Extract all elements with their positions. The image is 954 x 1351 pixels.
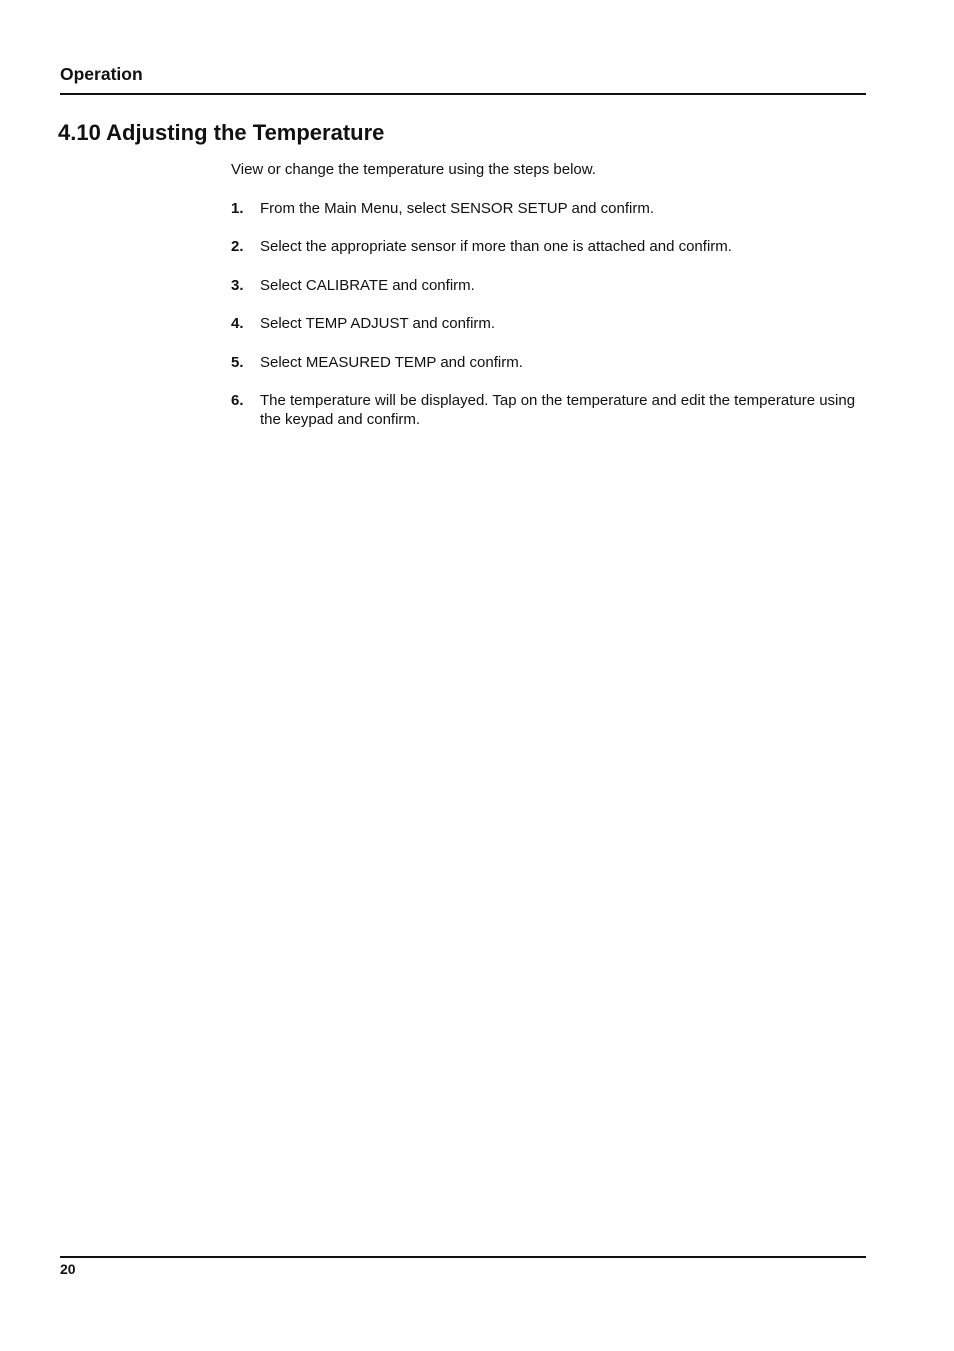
step-item (231, 353, 866, 372)
step-number: 2. (231, 238, 244, 256)
step-item (231, 314, 866, 333)
step-number: 1. (231, 200, 244, 217)
step-item (231, 199, 866, 218)
steps-list (231, 199, 866, 429)
section-title: 4.10 Adjusting the Temperature (58, 120, 385, 145)
step-text: Select MEASURED TEMP and confirm. (260, 353, 523, 371)
section-body (231, 160, 866, 448)
intro-paragraph: View or change the temperature using the steps below. (231, 161, 596, 178)
step-text: Select the appropriate sensor if more than one is attached and confirm. (260, 238, 732, 256)
footer-rule (60, 1256, 866, 1258)
step-item (231, 276, 866, 295)
step-text: Select TEMP ADJUST and confirm. (260, 315, 496, 333)
page-number: 20 (60, 1261, 76, 1277)
step-text: The temperature will be displayed. Tap on the temperature and edit the temperature using the keypad and confirm. (260, 391, 856, 428)
step-item (231, 391, 866, 429)
step-number: 6. (231, 391, 244, 409)
step-number: 3. (231, 276, 244, 294)
running-header: Operation (60, 64, 143, 84)
step-item (231, 237, 866, 256)
step-number: 5. (231, 353, 244, 371)
step-text: Select CALIBRATE and confirm. (260, 276, 475, 294)
step-text: From the Main Menu, select SENSOR SETUP and confirm. (260, 200, 655, 217)
step-number: 4. (231, 315, 244, 333)
header-rule (60, 93, 866, 95)
